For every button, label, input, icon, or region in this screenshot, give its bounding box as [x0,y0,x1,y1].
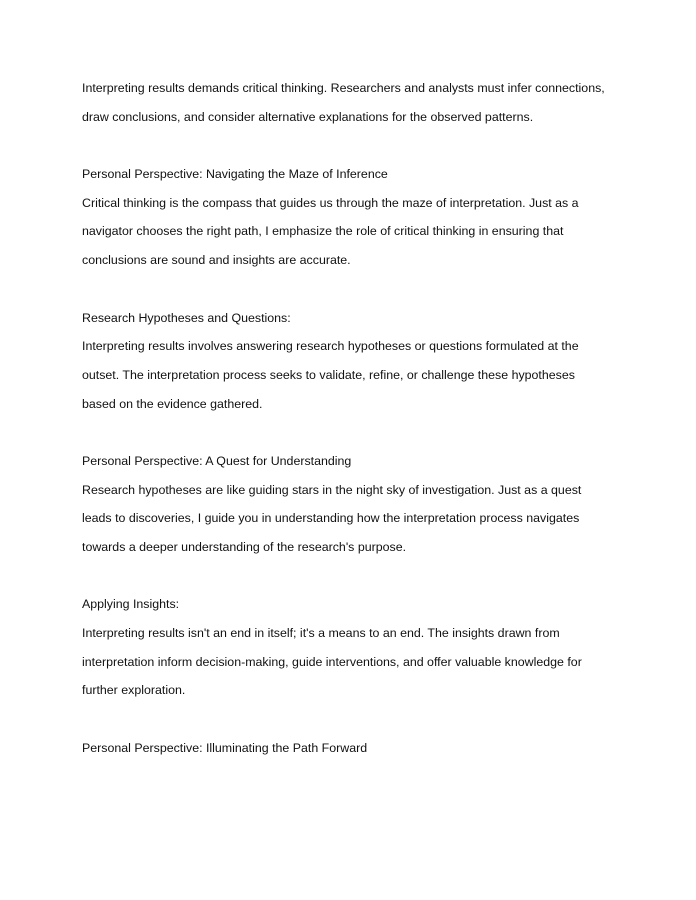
paragraph-line: leads to discoveries, I guide you in understanding how the interpretation process navigates [82,511,580,526]
section-navigating-maze [82,160,622,275]
paragraph-line: conclusions are sound and insights are accurate. [82,253,351,268]
paragraph-line: navigator chooses the right path, I emphasize the role of critical thinking in ensuring that [82,224,564,239]
section-illuminating-path [82,734,622,763]
paragraph-line: Interpreting results involves answering research hypotheses or questions formulated at the [82,339,579,354]
paragraph-line: Critical thinking is the compass that guides us through the maze of interpretation. Just as a [82,195,579,210]
paragraph-spacer [82,131,622,160]
paragraph-spacer [82,418,622,447]
paragraph-spacer [82,275,622,304]
paragraph-line: towards a deeper understanding of the research's purpose. [82,540,407,554]
section-applying-insights [82,590,622,705]
section-heading: Personal Perspective: A Quest for Understanding [82,453,352,468]
paragraph-spacer [82,705,622,734]
intro-paragraph [82,74,622,131]
document-page [82,74,622,763]
section-heading: Applying Insights: [82,597,180,612]
section-research-hypotheses [82,304,622,419]
paragraph-line: draw conclusions, and consider alternative explanations for the observed patterns. [82,109,534,124]
section-quest-for-understanding [82,447,622,562]
paragraph-line: Research hypotheses are like guiding stars in the night sky of investigation. Just as a quest [82,482,582,497]
paragraph-spacer [82,562,622,591]
paragraph-line: Interpreting results demands critical thinking. Researchers and analysts must infer connections, [82,81,605,95]
paragraph-line: interpretation inform decision-making, guide interventions, and offer valuable knowledge for [82,654,582,669]
paragraph-line: further exploration. [82,683,186,698]
section-heading: Personal Perspective: Illuminating the Path Forward [82,740,368,755]
paragraph-line: outset. The interpretation process seeks to validate, refine, or challenge these hypotheses [82,367,575,382]
paragraph-line: Interpreting results isn't an end in itself; it's a means to an end. The insights drawn from [82,626,560,641]
section-heading: Research Hypotheses and Questions: [82,310,291,325]
section-heading: Personal Perspective: Navigating the Maze of Inference [82,167,388,182]
paragraph-line: based on the evidence gathered. [82,396,263,411]
